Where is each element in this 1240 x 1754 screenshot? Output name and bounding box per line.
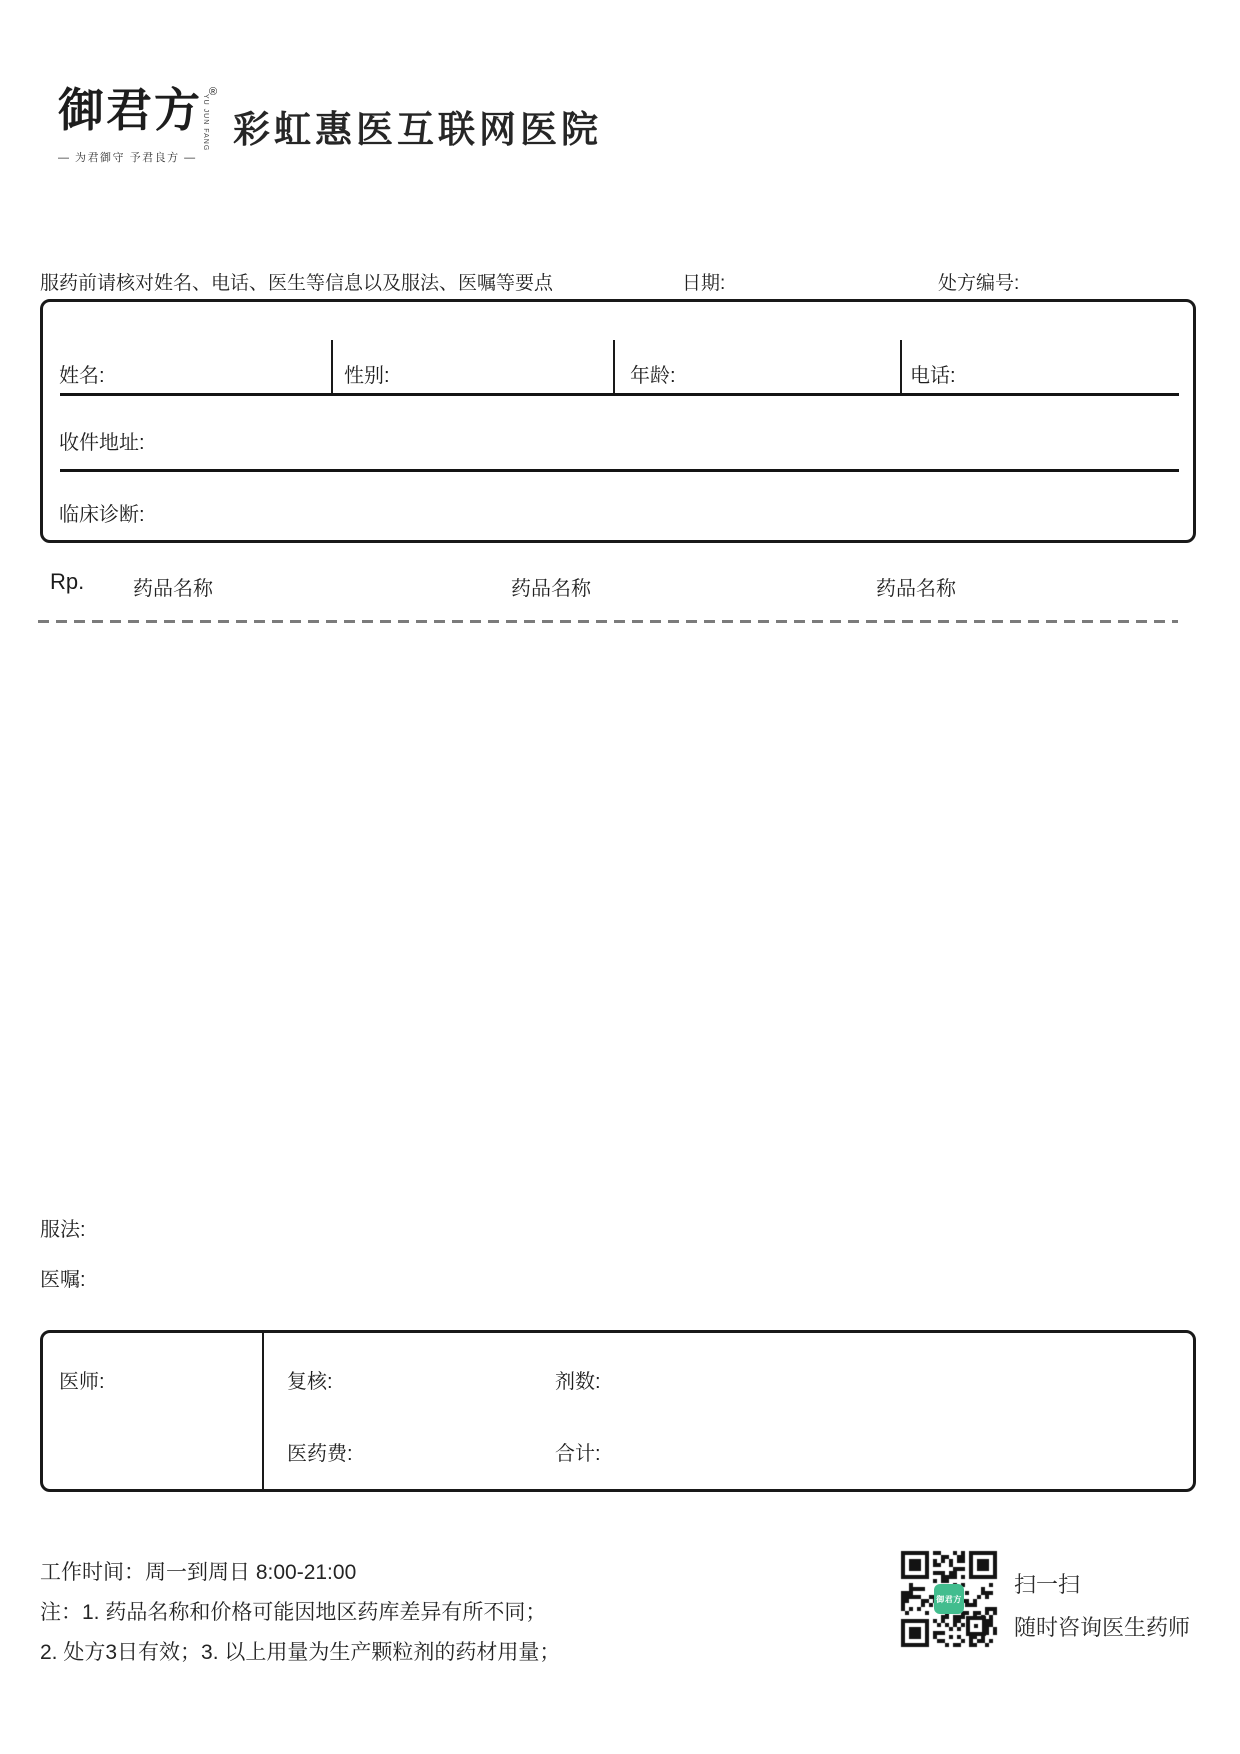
total-label: 合计: (555, 1443, 601, 1465)
scan-hint-subtitle: 随时咨询医生药师 (1014, 1615, 1191, 1640)
working-hours-text: 工作时间：周一到周日 8:00-21:00 (40, 1561, 357, 1584)
qr-center-logo: 御君方 (934, 1584, 964, 1614)
physician-label: 医师: (59, 1371, 105, 1393)
note-text-1: 注：1. 药品名称和价格可能因地区药库差异有所不同； (40, 1601, 547, 1624)
row-divider (60, 393, 1179, 396)
drug-name-column-header: 药品名称 (133, 578, 213, 600)
brand-logo-text: 御君方 (58, 83, 202, 137)
rp-label: Rp. (50, 569, 85, 594)
signature-box (40, 1330, 1196, 1492)
column-divider (262, 1333, 264, 1489)
date-label: 日期: (682, 273, 726, 294)
medicine-fee-label: 医药费: (287, 1443, 353, 1465)
column-divider (613, 340, 615, 393)
check-reminder-text: 服药前请核对姓名、电话、医生等信息以及服法、医嘱等要点 (40, 273, 554, 294)
usage-label: 服法: (40, 1219, 86, 1241)
phone-field-label: 电话: (910, 365, 956, 387)
brand-logo (58, 83, 228, 165)
column-divider (331, 340, 333, 393)
row-divider (60, 469, 1179, 472)
drug-name-column-header: 药品名称 (876, 578, 956, 600)
dashed-separator (38, 620, 1178, 623)
brand-tagline: — 为君御守 予君良方 — (58, 152, 197, 164)
brand-logo-vertical-text: YU JUN FANG (202, 94, 209, 152)
gender-field-label: 性别: (344, 365, 390, 387)
hospital-name: 彩虹惠医互联网医院 (233, 109, 602, 150)
name-field-label: 姓名: (59, 365, 105, 387)
qr-code (900, 1550, 998, 1648)
doctor-advice-label: 医嘱: (40, 1269, 86, 1291)
rx-number-label: 处方编号: (938, 273, 1020, 294)
drug-name-column-header: 药品名称 (511, 578, 591, 600)
reviewer-label: 复核: (287, 1371, 333, 1393)
clinical-diagnosis-field-label: 临床诊断: (59, 504, 145, 526)
column-divider (900, 340, 902, 393)
patient-info-box (40, 299, 1196, 543)
note-text-2: 2. 处方3日有效；3. 以上用量为生产颗粒剂的药材用量； (40, 1641, 561, 1664)
shipping-address-field-label: 收件地址: (59, 432, 145, 454)
age-field-label: 年龄: (630, 365, 676, 387)
dose-count-label: 剂数: (555, 1371, 601, 1393)
scan-hint-title: 扫一扫 (1014, 1572, 1081, 1597)
registered-trademark-icon: ® (209, 86, 218, 98)
